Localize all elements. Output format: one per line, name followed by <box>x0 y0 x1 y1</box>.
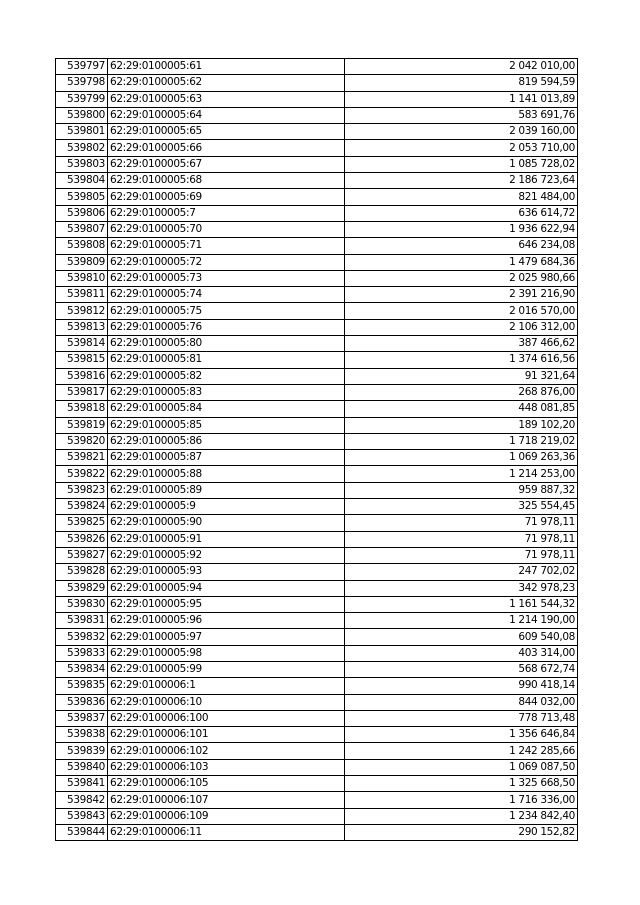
table-row <box>56 661 578 677</box>
row-number-cell: 539821 <box>56 450 108 466</box>
cadastral-number-cell: 62:29:0100005:89 <box>108 482 345 498</box>
table-row <box>56 59 578 75</box>
cadastral-value-cell: 1 214 190,00 <box>345 613 578 629</box>
cadastral-number-cell: 62:29:0100006:100 <box>108 710 345 726</box>
table-row <box>56 759 578 775</box>
table-row <box>56 287 578 303</box>
cadastral-number-cell: 62:29:0100005:82 <box>108 368 345 384</box>
row-number-cell: 539833 <box>56 645 108 661</box>
cadastral-value-cell: 2 186 723,64 <box>345 173 578 189</box>
cadastral-number-cell: 62:29:0100005:62 <box>108 75 345 91</box>
cadastral-value-cell: 290 152,82 <box>345 824 578 840</box>
cadastral-value-cell: 844 032,00 <box>345 694 578 710</box>
cadastral-number-cell: 62:29:0100005:92 <box>108 547 345 563</box>
table-row <box>56 727 578 743</box>
cadastral-value-cell: 71 978,11 <box>345 531 578 547</box>
row-number-cell: 539804 <box>56 173 108 189</box>
table-row <box>56 124 578 140</box>
cadastral-value-table <box>55 58 578 841</box>
table-row <box>56 710 578 726</box>
row-number-cell: 539826 <box>56 531 108 547</box>
row-number-cell: 539800 <box>56 107 108 123</box>
row-number-cell: 539799 <box>56 91 108 107</box>
cadastral-value-cell: 71 978,11 <box>345 515 578 531</box>
cadastral-number-cell: 62:29:0100006:11 <box>108 824 345 840</box>
row-number-cell: 539808 <box>56 238 108 254</box>
cadastral-value-cell: 1 069 263,36 <box>345 450 578 466</box>
cadastral-value-cell: 1 141 013,89 <box>345 91 578 107</box>
cadastral-number-cell: 62:29:0100005:98 <box>108 645 345 661</box>
cadastral-number-cell: 62:29:0100005:86 <box>108 433 345 449</box>
table-row <box>56 417 578 433</box>
cadastral-value-cell: 1 234 842,40 <box>345 808 578 824</box>
cadastral-number-cell: 62:29:0100005:93 <box>108 564 345 580</box>
table-row <box>56 547 578 563</box>
table-row <box>56 189 578 205</box>
cadastral-number-cell: 62:29:0100005:84 <box>108 401 345 417</box>
cadastral-number-cell: 62:29:0100005:71 <box>108 238 345 254</box>
cadastral-value-cell: 1 214 253,00 <box>345 466 578 482</box>
row-number-cell: 539838 <box>56 727 108 743</box>
row-number-cell: 539822 <box>56 466 108 482</box>
table-row <box>56 401 578 417</box>
cadastral-number-cell: 62:29:0100005:9 <box>108 499 345 515</box>
table-row <box>56 368 578 384</box>
table-row <box>56 450 578 466</box>
cadastral-number-cell: 62:29:0100005:74 <box>108 287 345 303</box>
cadastral-value-cell: 636 614,72 <box>345 205 578 221</box>
table-row <box>56 499 578 515</box>
table-row <box>56 792 578 808</box>
row-number-cell: 539809 <box>56 254 108 270</box>
cadastral-value-cell: 1 718 219,02 <box>345 433 578 449</box>
row-number-cell: 539844 <box>56 824 108 840</box>
row-number-cell: 539817 <box>56 384 108 400</box>
row-number-cell: 539831 <box>56 613 108 629</box>
row-number-cell: 539836 <box>56 694 108 710</box>
cadastral-value-cell: 1 069 087,50 <box>345 759 578 775</box>
table-row <box>56 645 578 661</box>
cadastral-number-cell: 62:29:0100005:68 <box>108 173 345 189</box>
cadastral-value-cell: 342 978,23 <box>345 580 578 596</box>
table-row <box>56 596 578 612</box>
row-number-cell: 539825 <box>56 515 108 531</box>
cadastral-number-cell: 62:29:0100006:102 <box>108 743 345 759</box>
cadastral-number-cell: 62:29:0100006:109 <box>108 808 345 824</box>
row-number-cell: 539818 <box>56 401 108 417</box>
table-row <box>56 303 578 319</box>
cadastral-value-cell: 1 716 336,00 <box>345 792 578 808</box>
row-number-cell: 539816 <box>56 368 108 384</box>
table-row <box>56 629 578 645</box>
row-number-cell: 539828 <box>56 564 108 580</box>
row-number-cell: 539827 <box>56 547 108 563</box>
cadastral-value-cell: 2 106 312,00 <box>345 319 578 335</box>
cadastral-number-cell: 62:29:0100005:66 <box>108 140 345 156</box>
table-body <box>56 59 578 841</box>
table-row <box>56 613 578 629</box>
cadastral-number-cell: 62:29:0100005:7 <box>108 205 345 221</box>
cadastral-value-cell: 1 479 684,36 <box>345 254 578 270</box>
cadastral-value-cell: 2 039 160,00 <box>345 124 578 140</box>
cadastral-value-cell: 646 234,08 <box>345 238 578 254</box>
row-number-cell: 539807 <box>56 221 108 237</box>
table-row <box>56 352 578 368</box>
cadastral-number-cell: 62:29:0100006:10 <box>108 694 345 710</box>
row-number-cell: 539823 <box>56 482 108 498</box>
row-number-cell: 539814 <box>56 336 108 352</box>
cadastral-value-cell: 1 936 622,94 <box>345 221 578 237</box>
cadastral-value-cell: 568 672,74 <box>345 661 578 677</box>
cadastral-number-cell: 62:29:0100006:101 <box>108 727 345 743</box>
row-number-cell: 539802 <box>56 140 108 156</box>
cadastral-value-cell: 959 887,32 <box>345 482 578 498</box>
row-number-cell: 539830 <box>56 596 108 612</box>
row-number-cell: 539829 <box>56 580 108 596</box>
row-number-cell: 539811 <box>56 287 108 303</box>
cadastral-value-cell: 1 242 285,66 <box>345 743 578 759</box>
cadastral-value-cell: 325 554,45 <box>345 499 578 515</box>
table-row <box>56 808 578 824</box>
cadastral-value-cell: 1 374 616,56 <box>345 352 578 368</box>
cadastral-value-cell: 403 314,00 <box>345 645 578 661</box>
cadastral-value-cell: 189 102,20 <box>345 417 578 433</box>
cadastral-number-cell: 62:29:0100005:83 <box>108 384 345 400</box>
table-row <box>56 384 578 400</box>
cadastral-number-cell: 62:29:0100005:69 <box>108 189 345 205</box>
table-row <box>56 221 578 237</box>
row-number-cell: 539820 <box>56 433 108 449</box>
cadastral-value-cell: 2 391 216,90 <box>345 287 578 303</box>
cadastral-number-cell: 62:29:0100005:75 <box>108 303 345 319</box>
table-row <box>56 743 578 759</box>
row-number-cell: 539832 <box>56 629 108 645</box>
cadastral-number-cell: 62:29:0100006:105 <box>108 776 345 792</box>
table-row <box>56 824 578 840</box>
row-number-cell: 539842 <box>56 792 108 808</box>
cadastral-number-cell: 62:29:0100005:61 <box>108 59 345 75</box>
table-row <box>56 254 578 270</box>
cadastral-value-cell: 1 325 668,50 <box>345 776 578 792</box>
row-number-cell: 539812 <box>56 303 108 319</box>
table-row <box>56 466 578 482</box>
row-number-cell: 539835 <box>56 678 108 694</box>
cadastral-number-cell: 62:29:0100005:63 <box>108 91 345 107</box>
row-number-cell: 539797 <box>56 59 108 75</box>
cadastral-value-cell: 1 356 646,84 <box>345 727 578 743</box>
cadastral-number-cell: 62:29:0100005:80 <box>108 336 345 352</box>
table-row <box>56 678 578 694</box>
cadastral-number-cell: 62:29:0100005:72 <box>108 254 345 270</box>
row-number-cell: 539840 <box>56 759 108 775</box>
table-row <box>56 776 578 792</box>
cadastral-number-cell: 62:29:0100005:87 <box>108 450 345 466</box>
row-number-cell: 539815 <box>56 352 108 368</box>
table-row <box>56 336 578 352</box>
row-number-cell: 539803 <box>56 156 108 172</box>
cadastral-value-cell: 583 691,76 <box>345 107 578 123</box>
cadastral-number-cell: 62:29:0100005:95 <box>108 596 345 612</box>
table-row <box>56 140 578 156</box>
cadastral-number-cell: 62:29:0100006:1 <box>108 678 345 694</box>
table-row <box>56 91 578 107</box>
cadastral-value-cell: 2 042 010,00 <box>345 59 578 75</box>
cadastral-number-cell: 62:29:0100005:64 <box>108 107 345 123</box>
cadastral-number-cell: 62:29:0100005:91 <box>108 531 345 547</box>
cadastral-number-cell: 62:29:0100005:96 <box>108 613 345 629</box>
cadastral-number-cell: 62:29:0100005:73 <box>108 270 345 286</box>
cadastral-value-cell: 2 016 570,00 <box>345 303 578 319</box>
table-row <box>56 156 578 172</box>
cadastral-number-cell: 62:29:0100005:88 <box>108 466 345 482</box>
cadastral-value-cell: 448 081,85 <box>345 401 578 417</box>
row-number-cell: 539798 <box>56 75 108 91</box>
cadastral-number-cell: 62:29:0100006:103 <box>108 759 345 775</box>
table-row <box>56 531 578 547</box>
table-row <box>56 580 578 596</box>
cadastral-value-cell: 819 594,59 <box>345 75 578 91</box>
cadastral-value-cell: 778 713,48 <box>345 710 578 726</box>
table-row <box>56 564 578 580</box>
row-number-cell: 539837 <box>56 710 108 726</box>
row-number-cell: 539801 <box>56 124 108 140</box>
cadastral-number-cell: 62:29:0100005:90 <box>108 515 345 531</box>
cadastral-value-cell: 91 321,64 <box>345 368 578 384</box>
table-row <box>56 173 578 189</box>
row-number-cell: 539810 <box>56 270 108 286</box>
cadastral-value-cell: 821 484,00 <box>345 189 578 205</box>
table-row <box>56 107 578 123</box>
cadastral-number-cell: 62:29:0100005:97 <box>108 629 345 645</box>
row-number-cell: 539824 <box>56 499 108 515</box>
table-row <box>56 482 578 498</box>
table-row <box>56 205 578 221</box>
cadastral-value-cell: 387 466,62 <box>345 336 578 352</box>
cadastral-number-cell: 62:29:0100005:67 <box>108 156 345 172</box>
cadastral-number-cell: 62:29:0100005:94 <box>108 580 345 596</box>
row-number-cell: 539841 <box>56 776 108 792</box>
cadastral-number-cell: 62:29:0100005:81 <box>108 352 345 368</box>
table-row <box>56 270 578 286</box>
cadastral-number-cell: 62:29:0100005:76 <box>108 319 345 335</box>
cadastral-value-cell: 1 085 728,02 <box>345 156 578 172</box>
cadastral-number-cell: 62:29:0100005:70 <box>108 221 345 237</box>
cadastral-number-cell: 62:29:0100005:99 <box>108 661 345 677</box>
cadastral-value-cell: 71 978,11 <box>345 547 578 563</box>
table-row <box>56 238 578 254</box>
cadastral-number-cell: 62:29:0100005:85 <box>108 417 345 433</box>
cadastral-number-cell: 62:29:0100006:107 <box>108 792 345 808</box>
row-number-cell: 539839 <box>56 743 108 759</box>
row-number-cell: 539834 <box>56 661 108 677</box>
cadastral-value-cell: 990 418,14 <box>345 678 578 694</box>
cadastral-value-cell: 268 876,00 <box>345 384 578 400</box>
table-row <box>56 75 578 91</box>
row-number-cell: 539805 <box>56 189 108 205</box>
row-number-cell: 539819 <box>56 417 108 433</box>
row-number-cell: 539813 <box>56 319 108 335</box>
cadastral-value-cell: 2 025 980,66 <box>345 270 578 286</box>
row-number-cell: 539806 <box>56 205 108 221</box>
cadastral-value-cell: 1 161 544,32 <box>345 596 578 612</box>
cadastral-number-cell: 62:29:0100005:65 <box>108 124 345 140</box>
row-number-cell: 539843 <box>56 808 108 824</box>
table-row <box>56 433 578 449</box>
table-row <box>56 319 578 335</box>
cadastral-value-cell: 247 702,02 <box>345 564 578 580</box>
cadastral-value-cell: 609 540,08 <box>345 629 578 645</box>
table-row <box>56 515 578 531</box>
cadastral-value-cell: 2 053 710,00 <box>345 140 578 156</box>
table-row <box>56 694 578 710</box>
